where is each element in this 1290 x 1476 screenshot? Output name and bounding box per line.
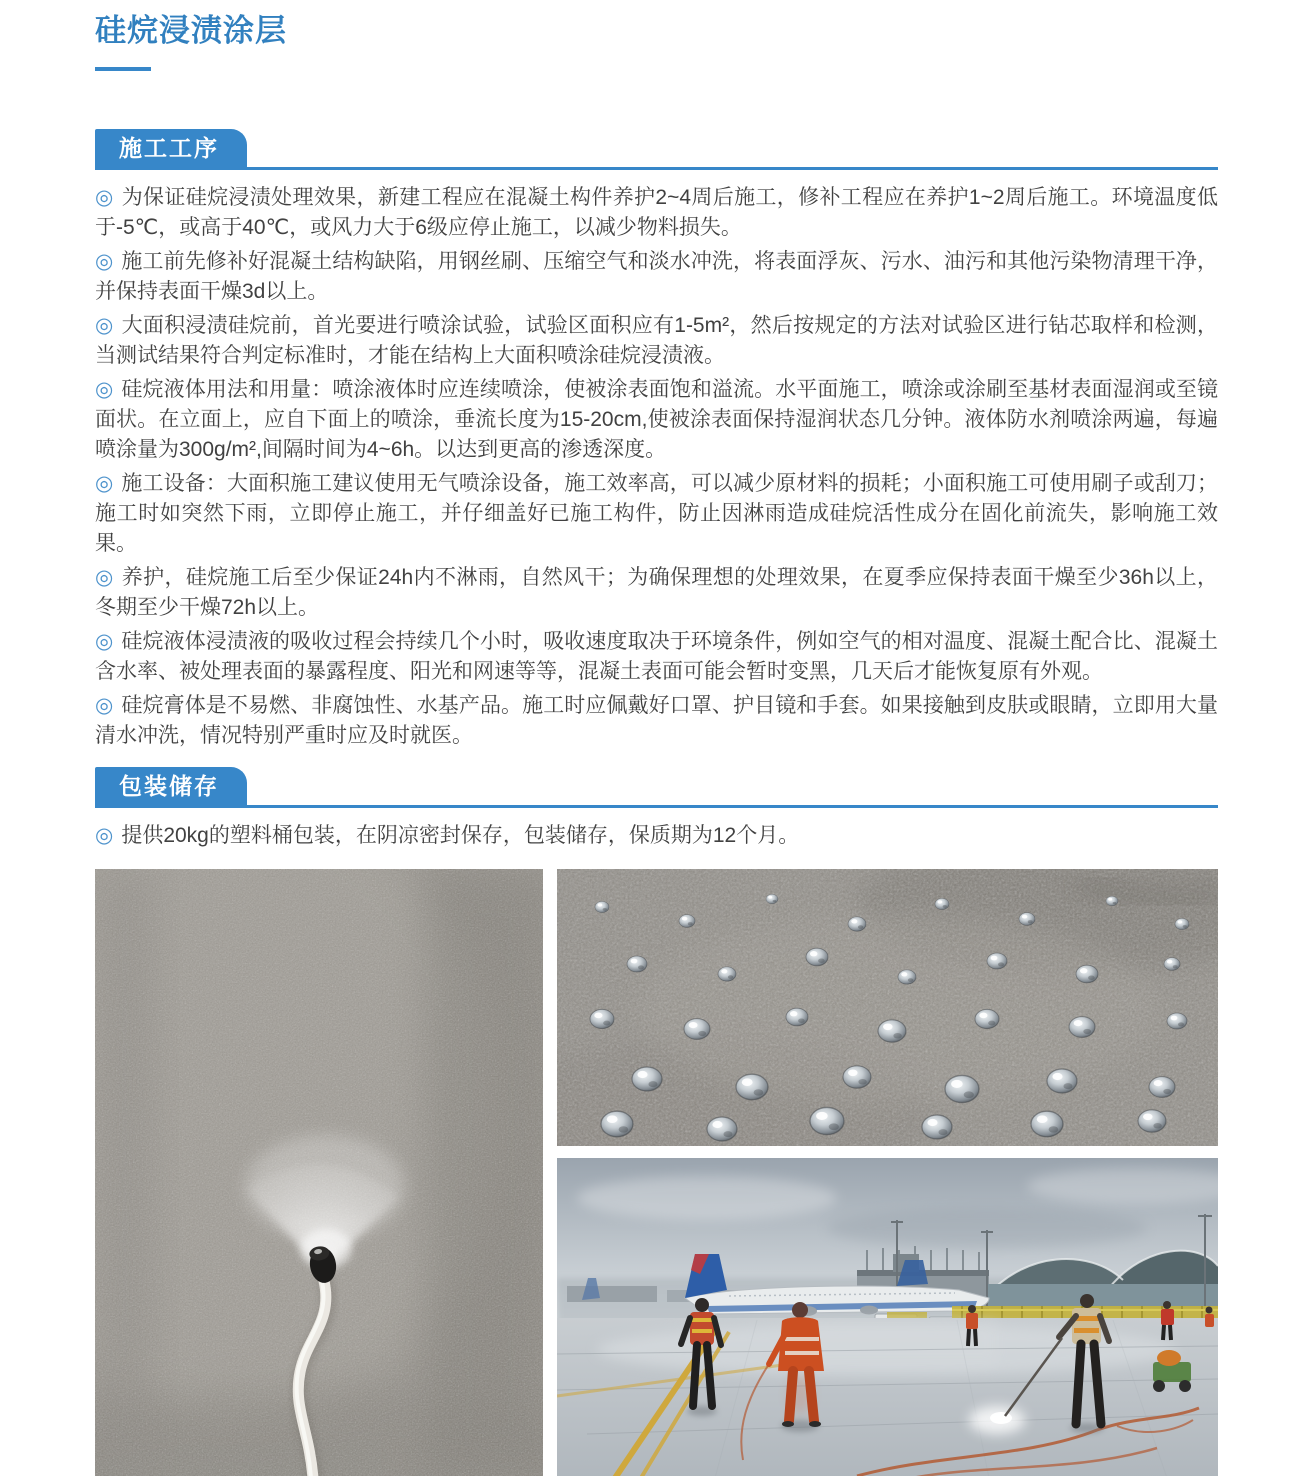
bullet-item: [95, 691, 1218, 751]
bullet-text: 大面积浸渍硅烷前，首光要进行喷涂试验，试验区面积应有1-5m²，然后按规定的方法对试验区进行钻芯取样和检测，当测试结果符合判定标准时，才能在结构上大面积喷涂硅烷浸渍液。: [95, 314, 1218, 367]
section-header-bar: [95, 129, 1218, 170]
bullet-text: 养护，硅烷施工后至少保证24h内不淋雨，自然风干；为确保理想的处理效果，在夏季应保持表面干燥至少36h以上，冬期至少干燥72h以上。: [95, 566, 1218, 619]
bullet-marker: ◎: [95, 186, 114, 209]
bullet-item: [95, 821, 1218, 851]
photo-water-beading-concrete: [557, 869, 1218, 1146]
bullet-text: 硅烷液体浸渍液的吸收过程会持续几个小时，吸收速度取决于环境条件，例如空气的相对温度、混凝土配合比、混凝土含水率、被处理表面的暴露程度、阳光和网速等等，混凝土表面可能会暂时变黑，几天后才能恢复原有外观。: [95, 630, 1218, 683]
bullet-item: [95, 183, 1218, 243]
bullet-marker: ◎: [95, 250, 114, 273]
bullet-item: [95, 375, 1218, 465]
bullet-list: [95, 821, 1218, 851]
bullet-text: 硅烷液体用法和用量：喷涂液体时应连续喷涂，使被涂表面饱和溢流。水平面施工，喷涂或涂刷至基材表面湿润或至镜面状。在立面上，应自下面上的喷涂，垂流长度为15-20cm,使被涂表面保持湿润状态几分钟。液体防水剂喷涂两遍，每遍喷涂量为300g/m²,间隔时间为4~6h。以达到更高的渗透深度。: [95, 378, 1218, 461]
bullet-text: 硅烷膏体是不易燃、非腐蚀性、水基产品。施工时应佩戴好口罩、护目镜和手套。如果接触到皮肤或眼睛，立即用大量清水冲洗，情况特别严重时应及时就医。: [95, 694, 1218, 747]
photo-silane-spray-application: [95, 869, 543, 1476]
bullet-marker: ◎: [95, 378, 114, 401]
bullet-item: [95, 247, 1218, 307]
title-underline: [95, 67, 151, 71]
photo-airport-apron-spraying: [557, 1158, 1218, 1476]
photo-gallery: [95, 869, 1218, 1476]
ground-spray-mist: [969, 1406, 1025, 1434]
bullet-marker: ◎: [95, 824, 114, 847]
bullet-item: [95, 311, 1218, 371]
section-construction-procedure: [95, 129, 1218, 751]
section-packaging-storage: [95, 767, 1218, 851]
bullet-list: [95, 183, 1218, 751]
bullet-marker: ◎: [95, 630, 114, 653]
section-heading-badge: 施工工序: [95, 129, 247, 167]
bullet-text: 施工前先修补好混凝土结构缺陷，用钢丝刷、压缩空气和淡水冲洗，将表面浮灰、污水、油污和其他污染物清理干净，并保持表面干燥3d以上。: [95, 250, 1218, 303]
bullet-item: [95, 469, 1218, 559]
page-title: 硅烷浸渍涂层: [95, 13, 287, 48]
bullet-marker: ◎: [95, 566, 114, 589]
bullet-text: 提供20kg的塑料桶包装，在阴凉密封保存，包装储存，保质期为12个月。: [121, 824, 800, 847]
section-header-bar: [95, 767, 1218, 808]
bullet-item: [95, 627, 1218, 687]
section-heading-badge: 包装储存: [95, 767, 247, 805]
bullet-marker: ◎: [95, 314, 114, 337]
bullet-text: 为保证硅烷浸渍处理效果，新建工程应在混凝土构件养护2~4周后施工，修补工程应在养护1~2周后施工。环境温度低于-5℃，或高于40℃，或风力大于6级应停止施工，以减少物料损失。: [95, 186, 1219, 239]
bullet-marker: ◎: [95, 472, 114, 495]
bullet-marker: ◎: [95, 694, 114, 717]
bullet-text: 施工设备：大面积施工建议使用无气喷涂设备，施工效率高，可以减少原材料的损耗；小面积施工可使用刷子或刮刀；施工时如突然下雨，立即停止施工，并仔细盖好已施工构件，防止因淋雨造成硅烷活性成分在固化前流失，影响施工效果。: [95, 472, 1218, 555]
bullet-item: [95, 563, 1218, 623]
